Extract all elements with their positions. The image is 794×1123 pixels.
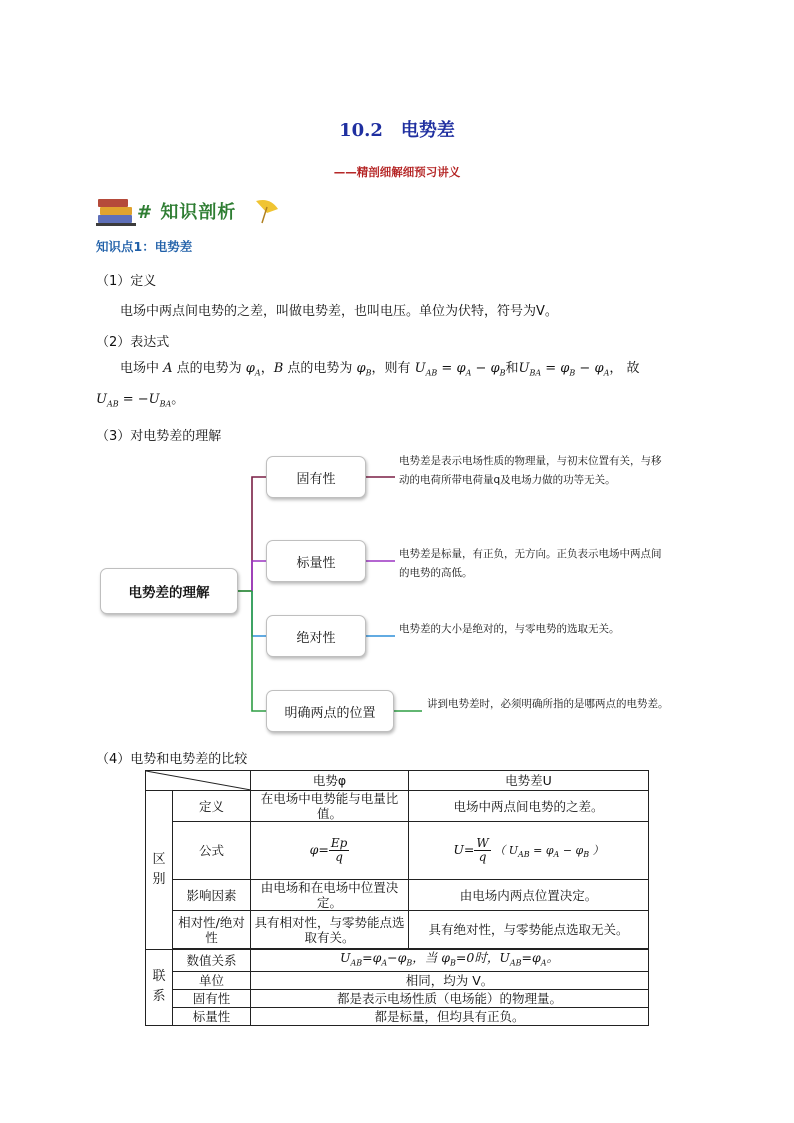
row-label-formula: 公式 (173, 822, 251, 880)
table-row (146, 971, 649, 989)
row-label-relativity: 相对性/绝对性 (173, 911, 251, 949)
cell-definition-potential: 在电场中电势能与电量比值。 (251, 791, 409, 822)
row-label-scalar: 标量性 (173, 1007, 251, 1025)
mindmap-note-scalar: 电势差是标量，有正负，无方向。正负表示电场中两点间的电势的高低。 (399, 548, 662, 579)
section-1-heading: （1）定义 (96, 274, 157, 289)
cell-relativity-potential: 具有相对性，与零势能点选取有关。 (251, 911, 409, 949)
row-label-definition: 定义 (173, 791, 251, 822)
table-row (146, 950, 649, 972)
section-3-heading: （3）对电势差的理解 (96, 429, 222, 444)
table-row (146, 989, 649, 1007)
mindmap-node-inherent: 固有性 (266, 456, 366, 498)
cell-inherent: 都是表示电场性质（电场能）的物理量。 (251, 989, 649, 1007)
cell-relativity-difference: 具有绝对性，与零势能点选取无关。 (409, 911, 649, 949)
table-row (146, 880, 649, 911)
section-2-conclusion: $U_{AB} = -U_{BA}$。 (96, 392, 185, 409)
mindmap-note-two-points: 讲到电势差时，必须明确所指的是哪两点的电势差。 (427, 698, 669, 710)
mindmap-node-two-points: 明确两点的位置 (266, 690, 394, 732)
section-1-text: 电场中两点间电势的之差，叫做电势差，也叫电压。单位为伏特，符号为V。 (120, 304, 558, 319)
table-row (146, 791, 649, 822)
knowledge-point-heading: 知识点1：电势差 (96, 239, 193, 254)
mindmap-note-inherent: 电势差是表示电场性质的物理量，与初末位置有关，与移动的电荷所带电荷量q及电场力做的功等无关。 (399, 455, 662, 486)
table-corner-cell (146, 771, 251, 791)
mindmap-root: 电势差的理解 (100, 568, 238, 614)
page-subtitle: ——精剖细解细预习讲义 (333, 165, 461, 179)
cell-definition-difference: 电场中两点间电势的之差。 (409, 791, 649, 822)
group-label-connection: 联系 (146, 950, 173, 1026)
table-row (146, 1007, 649, 1025)
row-label-numeric: 数值关系 (173, 950, 251, 972)
row-label-unit: 单位 (173, 971, 251, 989)
section-4-heading: （4）电势和电势差的比较 (96, 752, 248, 767)
cell-formula-difference: U= $\frac{W}{q}$ （ $U_{AB} = \varphi_A - \varphi_B$ ） (409, 822, 649, 880)
table-row (146, 911, 649, 949)
section-2-heading: （2）表达式 (96, 335, 170, 350)
diagonal-line (146, 771, 251, 790)
row-label-inherent: 固有性 (173, 989, 251, 1007)
cell-scalar: 都是标量，但均具有正负。 (251, 1007, 649, 1025)
mindmap-node-absolute: 绝对性 (266, 615, 366, 657)
cell-unit: 相同，均为 V。 (251, 971, 649, 989)
page-title: 10.2 电势差 (339, 120, 455, 141)
table-header-potential: 电势φ (251, 771, 409, 791)
table-header-potential-difference: 电势差U (409, 771, 649, 791)
cell-factors-potential: 由电场和在电场中位置决定。 (251, 880, 409, 911)
section-2-formula-line: 电场中 A 点的电势为 $\varphi_A$，B 点的电势为 $\varphi_B$，则有 $U_{AB} = \varphi_A - \varphi_B$和$U_{BA} = \varphi_B - \varphi_A$， 故 (120, 361, 640, 378)
table-row (146, 822, 649, 880)
cell-formula-potential: φ= $\frac{Ep}{q}$ (251, 822, 409, 880)
section-banner: # 知识剖析 (137, 202, 237, 223)
cell-numeric-relation: $U_{AB}=\varphi_A-\varphi_B$，当 $\varphi_B=0$时，$U_{AB}=\varphi_A$。 (251, 950, 649, 972)
comparison-table (145, 770, 649, 1026)
group-label-difference: 区别 (146, 791, 173, 950)
row-label-factors: 影响因素 (173, 880, 251, 911)
table-header-row (146, 771, 649, 791)
mindmap-note-absolute: 电势差的大小是绝对的，与零电势的选取无关。 (399, 623, 620, 635)
cell-factors-difference: 由电场内两点位置决定。 (409, 880, 649, 911)
mindmap-node-scalar: 标量性 (266, 540, 366, 582)
